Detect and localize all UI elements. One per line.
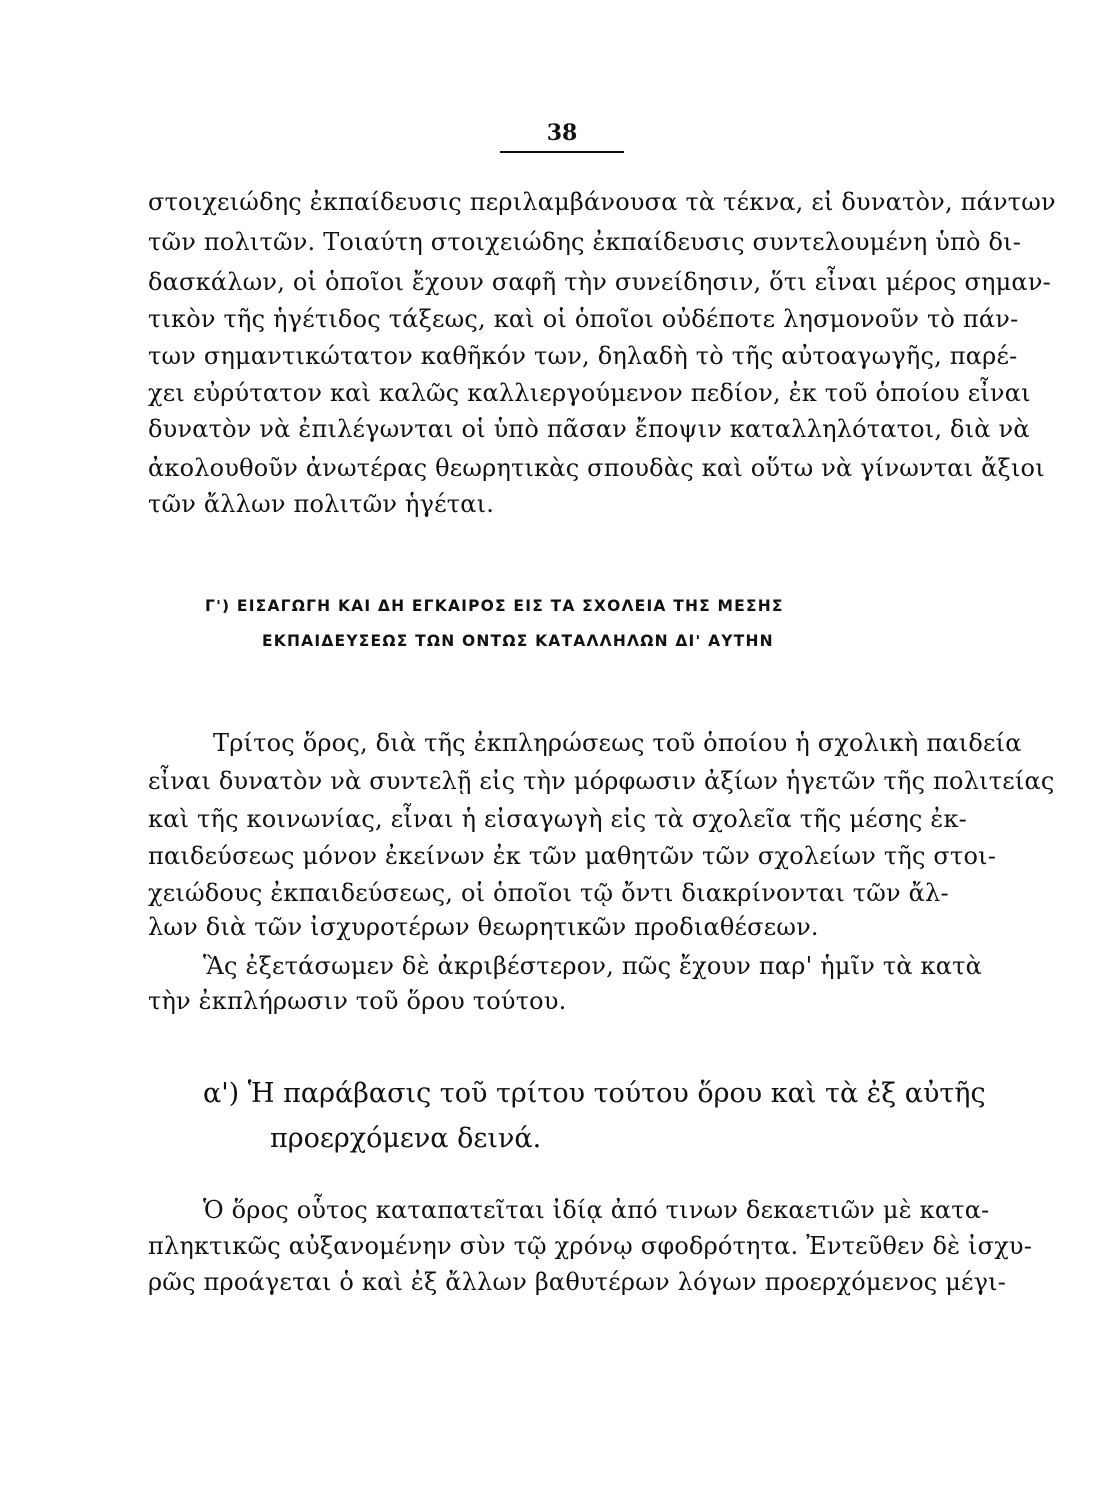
paragraph-1-line-4: τικὸν τῆς ἡγέτιδος τάξεως, καὶ οἱ ὁποῖοι οὐδέποτε λησμονοῦν τὸ πάν-: [148, 305, 1019, 333]
section-heading-line-1: Γ') ΕΙΣΑΓΩΓΗ ΚΑΙ ΔΗ ΕΓΚΑΙΡΟΣ ΕΙΣ ΤΑ ΣΧΟΛΕΙΑ ΤΗΣ ΜΕΣΗΣ: [205, 597, 784, 615]
paragraph-4-line-3: ρῶς προάγεται ὁ καὶ ἐξ ἄλλων βαθυτέρων λόγων προερχόμενος μέγι-: [148, 1268, 1007, 1296]
paragraph-1-line-3: δασκάλων, οἱ ὁποῖοι ἔχουν σαφῆ τὴν συνείδησιν, ὅτι εἶναι μέρος σημαν-: [148, 268, 1051, 296]
paragraph-2-line-1: Τρίτος ὅρος, διὰ τῆς ἐκπληρώσεως τοῦ ὁποίου ἡ σχολικὴ παιδεία: [213, 729, 1022, 757]
paragraph-2-line-5: χειώδους ἐκπαιδεύσεως, οἱ ὁποῖοι τῷ ὄντι διακρίνονται τῶν ἄλ-: [148, 879, 949, 907]
paragraph-1-line-1: στοιχειώδης ἐκπαίδευσις περιλαμβάνουσα τὰ τέκνα, εἰ δυνατὸν, πάντων: [148, 188, 1056, 216]
paragraph-1-line-7: δυνατὸν νὰ ἐπιλέγωνται οἱ ὑπὸ πᾶσαν ἔποψιν καταλληλότατοι, διὰ νὰ: [148, 415, 1030, 443]
paragraph-1-line-2: τῶν πολιτῶν. Τοιαύτη στοιχειώδης ἐκπαίδευσις συντελουμένη ὑπὸ δι-: [148, 228, 1022, 256]
paragraph-4-line-2: πληκτικῶς αὐξανομένην σὺν τῷ χρόνῳ σφοδρότητα. Ἐντεῦθεν δὲ ἰσχυ-: [148, 1232, 1033, 1260]
paragraph-2-line-3: καὶ τῆς κοινωνίας, εἶναι ἡ εἰσαγωγὴ εἰς τὰ σχολεῖα τῆς μέσης ἐκ-: [148, 805, 967, 833]
page-number: 38: [546, 120, 578, 146]
paragraph-2-line-6: λων διὰ τῶν ἰσχυροτέρων θεωρητικῶν προδιαθέσεων.: [148, 913, 819, 941]
page-number-rule: [500, 151, 624, 153]
paragraph-2-line-4: παιδεύσεως μόνον ἐκείνων ἐκ τῶν μαθητῶν τῶν σχολείων τῆς στοι-: [148, 842, 997, 870]
paragraph-3-line-2: τὴν ἐκπλήρωσιν τοῦ ὅρου τούτου.: [148, 987, 567, 1015]
paragraph-1-line-8: ἀκολουθοῦν ἀνωτέρας θεωρητικὰς σπουδὰς καὶ οὕτω νὰ γίνωνται ἄξιοι: [148, 454, 1045, 482]
section-heading-line-2: ΕΚΠΑΙΔΕΥΣΕΩΣ ΤΩΝ ΟΝΤΩΣ ΚΑΤΑΛΛΗΛΩΝ ΔΙ' ΑΥΤΗΝ: [262, 632, 774, 650]
subsection-heading-line-1: α') Ἡ παράβασις τοῦ τρίτου τούτου ὅρου καὶ τὰ ἐξ αὐτῆς: [203, 1078, 986, 1109]
paragraph-2-line-2: εἶναι δυνατὸν νὰ συντελῇ εἰς τὴν μόρφωσιν ἀξίων ἡγετῶν τῆς πολιτείας: [148, 767, 1055, 795]
paragraph-1-line-6: χει εὐρύτατον καὶ καλῶς καλλιεργούμενον πεδίον, ἐκ τοῦ ὁποίου εἶναι: [148, 379, 1031, 407]
subsection-heading-line-2: προερχόμενα δεινά.: [270, 1123, 542, 1154]
paragraph-4-line-1: Ὁ ὅρος οὗτος καταπατεῖται ἰδίᾳ ἀπό τινων δεκαετιῶν μὲ κατα-: [203, 1196, 990, 1224]
paragraph-3-line-1: Ἃς ἐξετάσωμεν δὲ ἀκριβέστερον, πῶς ἔχουν παρ' ἡμῖν τὰ κατὰ: [203, 952, 983, 980]
paragraph-1-line-9: τῶν ἄλλων πολιτῶν ἡγέται.: [148, 490, 495, 518]
paragraph-1-line-5: των σημαντικώτατον καθῆκόν των, δηλαδὴ τὸ τῆς αὐτοαγωγῆς, παρέ-: [148, 342, 1018, 370]
